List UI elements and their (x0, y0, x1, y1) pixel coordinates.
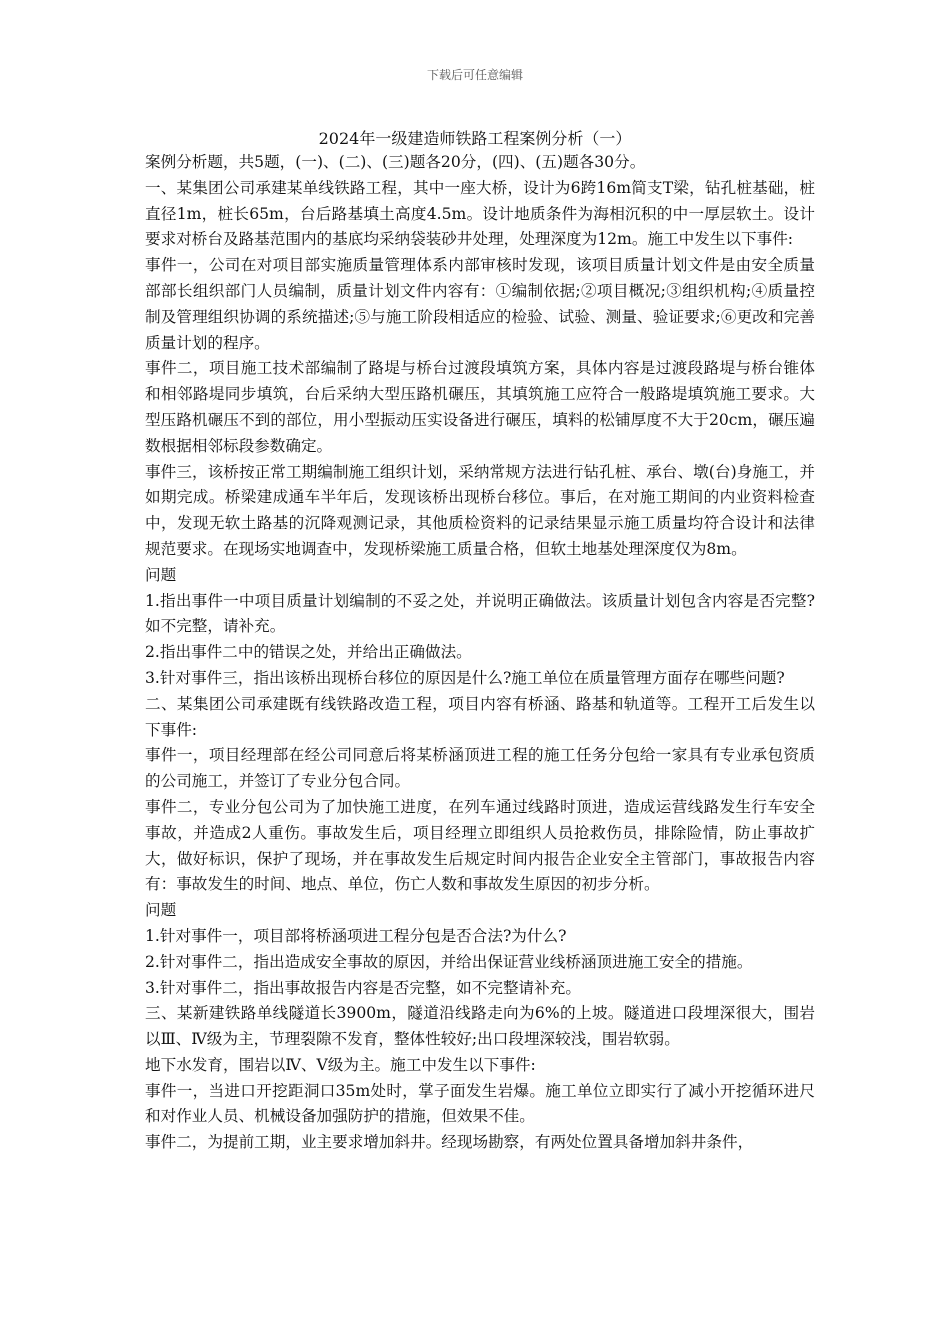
paragraph: 二、某集团公司承建既有线铁路改造工程，项目内容有桥涵、路基和轨道等。工程开工后发生以下事件: (145, 694, 815, 739)
section-heading: 问题 (145, 901, 177, 920)
document-body (145, 150, 815, 1156)
question-item: 1.指出事件一中项目质量计划编制的不妥之处，并说明正确做法。该质量计划包含内容是否完整?如不完整，请补充。 (145, 591, 815, 636)
paragraph: 事件一，当进口开挖距洞口35m处时，掌子面发生岩爆。施工单位立即实行了减小开挖循环进尺和对作业人员、机械设备加强防护的措施，但效果不佳。 (145, 1081, 815, 1126)
page-header: 下载后可任意编辑 (426, 68, 523, 82)
question-item: 2.针对事件二，指出造成安全事故的原因，并给出保证营业线桥涵顶进施工安全的措施。 (145, 952, 753, 971)
document-title: 2024年一级建造师铁路工程案例分析（一） (318, 129, 632, 148)
paragraph: 事件二，为提前工期，业主要求增加斜井。经现场勘察，有两处位置具备增加斜井条件， (145, 1133, 754, 1152)
question-item: 3.针对事件二，指出事故报告内容是否完整，如不完整请补充。 (145, 978, 581, 997)
question-item: 2.指出事件二中的错误之处，并给出正确做法。 (145, 643, 472, 662)
paragraph: 事件二，项目施工技术部编制了路堤与桥台过渡段填筑方案，具体内容是过渡段路堤与桥台锥体和相邻路堤同步填筑，台后采纳大型压路机碾压，其填筑施工应符合一般路堤填筑施工要求。大型压路机碾压不到的部位，用小型振动压实设备进行碾压，填料的松铺厚度不大于20cm，碾压遍数根据相邻标段参数确定。 (145, 359, 815, 455)
section-heading: 问题 (145, 565, 177, 584)
paragraph: 地下水发育，围岩以Ⅳ、Ⅴ级为主。施工中发生以下事件: (145, 1055, 536, 1074)
question-item: 1.针对事件一，项目部将桥涵项进工程分包是否合法?为什么? (145, 926, 567, 945)
paragraph: 三、某新建铁路单线隧道长3900m，隧道沿线路走向为6%的上坡。隧道进口段埋深很大，围岩以Ⅲ、Ⅳ级为主，节理裂隙不发育，整体性较好;出口段埋深较浅，围岩软弱。 (145, 1004, 815, 1049)
paragraph: 事件二，专业分包公司为了加快施工进度，在列车通过线路时顶进，造成运营线路发生行车安全事故，并造成2人重伤。事故发生后，项目经理立即组织人员抢救伤员，排除险情，防止事故扩大，做好标识，保护了现场，并在事故发生后规定时间内报告企业安全主管部门，事故报告内容有：事故发生的时间、地点、单位，伤亡人数和事故发生原因的初步分析。 (145, 797, 815, 894)
paragraph: 一、某集团公司承建某单线铁路工程，其中一座大桥，设计为6跨16m简支T梁，钻孔桩基础，桩直径1m，桩长65m，台后路基填土高度4.5m。设计地质条件为海相沉积的中一厚层软土。设计要求对桥台及路基范围内的基底均采纳袋装砂井处理，处理深度为12m。施工中发生以下事件: (145, 178, 815, 249)
paragraph: 事件一，项目经理部在经公司同意后将某桥涵顶进工程的施工任务分包给一家具有专业承包资质的公司施工，并签订了专业分包合同。 (145, 746, 815, 791)
question-item: 3.针对事件三，指出该桥出现桥台移位的原因是什么?施工单位在质量管理方面存在哪些问题? (145, 668, 785, 687)
paragraph: 案例分析题，共5题，(一)、(二)、(三)题各20分，(四)、(五)题各30分。 (145, 153, 646, 171)
paragraph: 事件一，公司在对项目部实施质量管理体系内部审核时发现，该项目质量计划文件是由安全质量部部长组织部门人员编制，质量计划文件内容有：①编制依据;②项目概况;③组织机构;④质量控制及管理组织协调的系统描述;⑤与施工阶段相适应的检验、试验、测量、验证要求;⑥更改和完善质量计划的程序。 (145, 256, 815, 352)
paragraph: 事件三，该桥按正常工期编制施工组织计划，采纳常规方法进行钻孔桩、承台、墩(台)身施工，并如期完成。桥梁建成通车半年后，发现该桥出现桥台移位。事后，在对施工期间的内业资料检查中，发现无软土路基的沉降观测记录，其他质检资料的记录结果显示施工质量均符合设计和法律规范要求。在现场实地调查中，发现桥梁施工质量合格，但软土地基处理深度仅为8m。 (145, 462, 815, 558)
